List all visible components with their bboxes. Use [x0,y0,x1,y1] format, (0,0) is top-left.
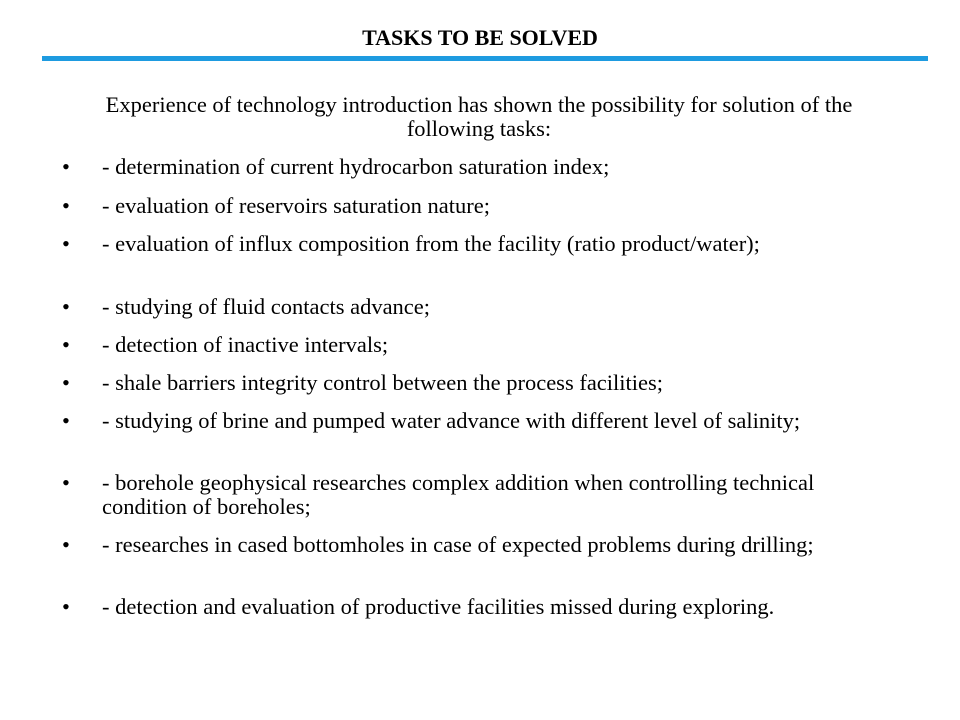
bullet-icon: • [62,370,70,395]
bullet-icon: • [62,294,70,319]
list-item-text: - studying of fluid contacts advance; [102,294,431,319]
title-underline [42,56,928,61]
list-item-text: - determination of current hydrocarbon saturation index; [102,154,610,179]
bullet-icon: • [62,470,70,495]
bullet-icon: • [62,332,70,357]
list-item-text: - evaluation of influx composition from the facility (ratio product/water); [102,231,760,256]
bullet-icon: • [62,408,70,433]
list-item-text: - detection and evaluation of productive facilities missed during exploring. [102,594,775,619]
bullet-icon: • [62,594,70,619]
list-item-text: - shale barriers integrity control between the process facilities; [102,370,664,395]
bullet-icon: • [62,193,70,218]
list-item-text: - detection of inactive intervals; [102,332,389,357]
list-item-text: - researches in cased bottomholes in case of expected problems during drilling; [102,532,814,557]
bullet-icon: • [62,154,70,179]
slide-title: TASKS TO BE SOLVED [362,25,598,50]
list-item-text: - borehole geophysical researches complex addition when controlling technical condition of boreholes; [102,470,815,519]
bullet-icon: • [62,532,70,557]
bullet-icon: • [62,231,70,256]
list-item-text: - evaluation of reservoirs saturation nature; [102,193,490,218]
list-item-text: - studying of brine and pumped water advance with different level of salinity; [102,408,801,433]
intro-paragraph: Experience of technology introduction has shown the possibility for solution of the following tasks: [105,92,853,141]
